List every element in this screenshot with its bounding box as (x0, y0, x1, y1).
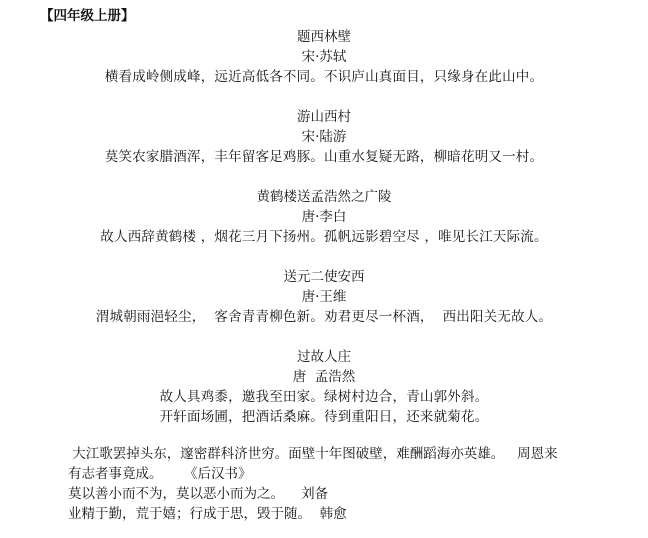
poem-block (0, 107, 648, 167)
poem-author: 宋·陆游 (301, 129, 347, 145)
poem-title: 题西林壁 (297, 29, 351, 45)
quotes-block (68, 444, 628, 524)
poem-author: 唐 孟浩然 (292, 369, 356, 385)
poem-line: 莫笑农家腊酒浑，丰年留客足鸡豚。山重水复疑无路，柳暗花明又一村。 (104, 149, 544, 165)
poem-author: 唐·王维 (301, 289, 347, 305)
section-heading: 【四年级上册】 (40, 8, 135, 24)
quote-line: 大江歌罢掉头东，邃密群科济世穷。面壁十年图破壁，难酬蹈海亦英雄。 周恩来 (68, 446, 558, 462)
poem-line: 故人具鸡黍，邀我至田家。绿树村边合，青山郭外斜。 (159, 389, 489, 405)
poem-author: 唐·李白 (301, 209, 347, 225)
poem-line: 横看成岭侧成峰，远近高低各不同。不识庐山真面目，只缘身在此山中。 (104, 69, 544, 85)
poem-line: 渭城朝雨浥轻尘， 客舍青青柳色新。劝君更尽一杯酒， 西出阳关无故人。 (95, 309, 553, 325)
poem-block (0, 187, 648, 247)
poem-block (0, 267, 648, 327)
poem-title: 游山西村 (297, 109, 351, 125)
quote-line: 莫以善小而不为，莫以恶小而为之。 刘备 (68, 486, 329, 502)
quote-line: 有志者事竟成。 《后汉书》 (68, 466, 252, 482)
poem-block (0, 347, 648, 427)
poem-line: 故人西辞黄鹤楼 ，烟花三月下扬州。孤帆远影碧空尽 ，唯见长江天际流。 (100, 229, 548, 245)
poem-line: 开轩面场圃，把酒话桑麻。待到重阳日，还来就菊花。 (159, 409, 489, 425)
poem-block (0, 27, 648, 87)
poem-title: 送元二使安西 (283, 269, 365, 285)
poem-author: 宋·苏轼 (301, 49, 347, 65)
poem-title: 过故人庄 (297, 349, 351, 365)
quote-line: 业精于勤，荒于嬉；行成于思，毁于随。 韩愈 (68, 506, 347, 522)
poem-title: 黄鹤楼送孟浩然之广陵 (256, 189, 392, 205)
